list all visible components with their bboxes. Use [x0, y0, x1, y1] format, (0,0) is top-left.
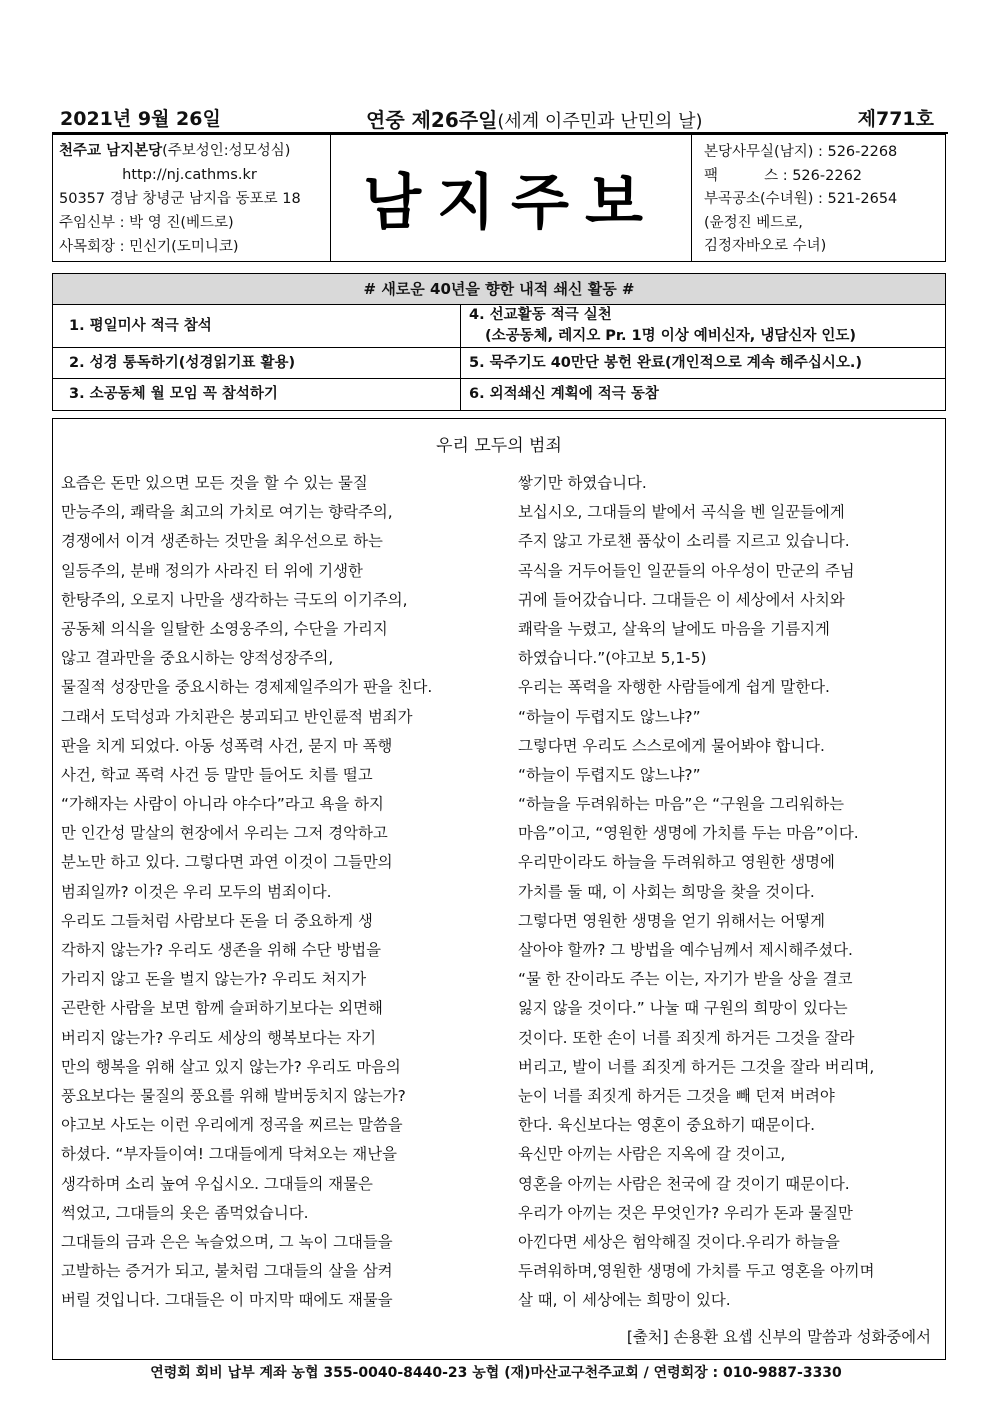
paper-title-box: [331, 135, 691, 261]
article-line: 만 인간성 말살의 현장에서 우리는 그저 경악하고: [61, 824, 388, 843]
article-line: 우리도 그들처럼 사람보다 돈을 더 중요하게 생: [61, 911, 373, 930]
article-line: 살 때, 이 세상에는 희망이 있다.: [518, 1291, 731, 1310]
parish-patron: (주보성인:성모성심): [162, 143, 291, 159]
article-right-column: [518, 469, 938, 1315]
liturgical-subtitle: (세계 이주민과 난민의 날): [497, 111, 703, 132]
article-line: 생각하며 소리 높여 우십시오. 그대들의 재물은: [61, 1174, 373, 1193]
article-line: 버릴 것입니다. 그대들은 이 마지막 때에도 재물을: [61, 1291, 393, 1310]
article-left-column: [61, 469, 481, 1315]
article-line: 육신만 아끼는 사람은 지옥에 갈 것이고,: [518, 1145, 786, 1164]
article-line: 버리고, 발이 너를 죄짓게 하거든 그것을 잘라 버리며,: [518, 1057, 875, 1076]
article-line: 사건, 학교 폭력 사건 등 말만 들어도 치를 떨고: [61, 765, 373, 784]
article-line: 우리는 폭력을 자행한 사람들에게 쉽게 말한다.: [518, 678, 830, 697]
article-line: 범죄일까? 이것은 우리 모두의 범죄이다.: [61, 882, 332, 901]
article-line: 쾌락을 누렸고, 살육의 날에도 마음을 기름지게: [518, 619, 830, 638]
contact-info: [691, 135, 945, 261]
article-line: 판을 치게 되었다. 아동 성폭력 사건, 묻지 마 폭행: [61, 736, 393, 755]
contact-note-2: 김정자바오로 수녀): [704, 238, 827, 254]
renewal-row-1: [53, 304, 945, 348]
article-line: 한탕주의, 오로지 나만을 생각하는 극도의 이기주의,: [61, 590, 408, 609]
article-line: 만능주의, 쾌락을 최고의 가치로 여기는 향락주의,: [61, 503, 393, 522]
article-line: 잃지 않을 것이다.” 나눌 때 구원의 희망이 있다는: [518, 999, 848, 1018]
renewal-row-2: [53, 348, 945, 379]
article-line: 눈이 너를 죄짓게 하거든 그것을 빼 던져 버려야: [518, 1086, 835, 1105]
article-line: 우리가 아끼는 것은 무엇인가? 우리가 돈과 물질만: [518, 1203, 853, 1222]
renewal-item-5: 5. 묵주기도 40만단 봉헌 완료(개인적으로 계속 해주십시오.): [469, 355, 862, 371]
article-line: 하였습니다.”(야고보 5,1-5): [518, 649, 707, 668]
article-line: 아낀다면 세상은 험악해질 것이다.우리가 하늘을: [518, 1232, 840, 1251]
article-line: 쌓기만 하였습니다.: [518, 474, 647, 492]
article-line: 보십시오, 그대들의 밭에서 곡식을 벤 일꾼들에게: [518, 503, 845, 522]
article-line: 야고보 사도는 이런 우리에게 정곡을 찌르는 말씀을: [61, 1116, 403, 1135]
article-line: 일등주의, 분배 정의가 사라진 터 위에 기생한: [61, 561, 363, 580]
renewal-item-4-detail: (소공동체, 레지오 Pr. 1명 이상 예비신자, 냉담신자 인도): [485, 328, 857, 344]
article-line: 것이다. 또한 손이 너를 죄짓게 하거든 그것을 잘라: [518, 1028, 855, 1047]
dateline: [56, 104, 940, 134]
renewal-heading: # 새로운 40년을 향한 내적 쇄신 활동 #: [53, 274, 945, 305]
parish-name-line: [59, 139, 330, 163]
renewal-item-4: [461, 304, 945, 347]
article-line: 그렇다면 우리도 스스로에게 물어봐야 합니다.: [518, 736, 825, 755]
liturgical-title-main: 연중 제26주일: [366, 108, 498, 132]
article: [52, 418, 946, 1360]
article-line: 그래서 도덕성과 가치관은 붕괴되고 반인륜적 범죄가: [61, 707, 413, 726]
article-line: 요즘은 돈만 있으면 모든 것을 할 수 있는 물질: [61, 474, 368, 492]
contact-fax: 팩 스 : 526-2262: [704, 167, 863, 184]
article-line: 영혼을 아끼는 사람은 천국에 갈 것이기 때문이다.: [518, 1174, 850, 1193]
article-line: 가리지 않고 돈을 벌지 않는가? 우리도 처지가: [61, 970, 367, 989]
article-line: 우리만이라도 하늘을 두려워하고 영원한 생명에: [518, 853, 835, 872]
article-line: 공동체 의식을 일탈한 소영웅주의, 수단을 가리지: [61, 619, 388, 638]
article-line: 고발하는 증거가 되고, 불처럼 그대들의 살을 삼켜: [61, 1262, 393, 1281]
article-line: 풍요보다는 물질의 풍요를 위해 발버둥치지 않는가?: [61, 1086, 406, 1105]
article-line: “하늘을 두려워하는 마음”은 “구원을 그리워하는: [518, 795, 844, 814]
article-line: 않고 결과만을 중요시하는 양적성장주의,: [61, 649, 334, 668]
article-source: [출처] 손용환 요셉 신부의 말씀과 성화중에서: [626, 1328, 931, 1346]
article-line: 경쟁에서 이겨 생존하는 것만을 최우선으로 하는: [61, 532, 383, 551]
renewal-item-3: 3. 소공동체 월 모임 꼭 참석하기: [53, 379, 461, 410]
contact-mission: 부곡공소(수녀원) : 521-2654: [704, 191, 898, 207]
article-line: 곤란한 사람을 보면 함께 슬퍼하기보다는 외면해: [61, 999, 383, 1018]
article-line: 물질적 성장만을 중요시하는 경제제일주의가 판을 친다.: [61, 678, 433, 697]
paper-title: 남지주보: [363, 168, 659, 238]
parish-url[interactable]: http://nj.cathms.kr: [122, 167, 257, 183]
contact-note-1: (윤정진 베드로,: [704, 214, 803, 231]
masthead: [52, 134, 946, 262]
article-line: 귀에 들어갔습니다. 그대들은 이 세상에서 사치와: [518, 590, 845, 609]
article-line: 만의 행복을 위해 살고 있지 않는가? 우리도 마음의: [61, 1057, 401, 1076]
contact-office: 본당사무실(남지) : 526-2268: [704, 144, 898, 160]
parish-chairman: 사목회장 : 민신기(도미니코): [59, 239, 239, 255]
renewal-row-3: [53, 379, 945, 410]
renewal-item-2: 2. 성경 통독하기(성경읽기표 활용): [53, 348, 461, 378]
footer-account-info: 연령회 회비 납부 계좌 농협 355-0040-8440-23 농협 (재)마산교구천주교회 / 연령회장 : 010-9887-3330: [150, 1365, 842, 1381]
article-line: 두려워하며,영원한 생명에 가치를 두고 영혼을 아끼며: [518, 1262, 875, 1281]
article-line: 마음”이고, “영원한 생명에 가치를 두는 마음”이다.: [518, 824, 859, 843]
article-line: 각하지 않는가? 우리도 생존을 위해 수단 방법을: [61, 941, 382, 959]
article-line: 주지 않고 가로챈 품삯이 소리를 지르고 있습니다.: [518, 532, 850, 551]
article-line: 그대들의 금과 은은 녹슬었으며, 그 녹이 그대들을: [61, 1232, 393, 1251]
parish-info: [53, 135, 331, 261]
article-title: 우리 모두의 범죄: [436, 436, 562, 456]
renewal-item-6: 6. 외적쇄신 계획에 적극 동참: [469, 386, 659, 402]
liturgical-title: [366, 104, 703, 133]
parish-address: 50357 경남 창녕군 남지읍 동포로 18: [59, 191, 301, 207]
renewal-item-1: 1. 평일미사 적극 참석: [53, 304, 461, 347]
article-line: 분노만 하고 있다. 그렇다면 과연 이것이 그들만의: [61, 853, 393, 872]
article-line: “가해자는 사람이 아니라 야수다”라고 욕을 하지: [61, 795, 384, 814]
article-line: 버리지 않는가? 우리도 세상의 행복보다는 자기: [61, 1028, 377, 1047]
article-line: 썩었고, 그대들의 옷은 좀먹었습니다.: [61, 1203, 309, 1222]
article-line: 그렇다면 영원한 생명을 얻기 위해서는 어떻게: [518, 911, 825, 930]
issue-number: 제771호: [857, 108, 934, 130]
article-line: 가치를 둘 때, 이 사회는 희망을 찾을 것이다.: [518, 882, 815, 901]
article-line: 하셨다. “부자들이여! 그대들에게 닥쳐오는 재난을: [61, 1145, 397, 1164]
renewal-activities: [52, 273, 946, 411]
parish-name: 천주교 남지본당: [59, 143, 163, 159]
article-line: “하늘이 두렵지도 않느냐?”: [518, 765, 701, 784]
renewal-item-4-title: 4. 선교활동 적극 실천: [469, 307, 612, 323]
article-line: 한다. 육신보다는 영혼이 중요하기 때문이다.: [518, 1116, 815, 1135]
article-line: 살아야 할까? 그 방법을 예수님께서 제시해주셨다.: [518, 941, 853, 959]
parish-pastor: 주임신부 : 박 영 진(베드로): [59, 215, 234, 231]
article-line: 곡식을 거두어들인 일꾼들의 아우성이 만군의 주님: [518, 561, 855, 580]
article-line: “물 한 잔이라도 주는 이는, 자기가 받을 상을 결코: [518, 970, 853, 989]
article-line: “하늘이 두렵지도 않느냐?”: [518, 707, 701, 726]
issue-date: 2021년 9월 26일: [60, 108, 221, 130]
